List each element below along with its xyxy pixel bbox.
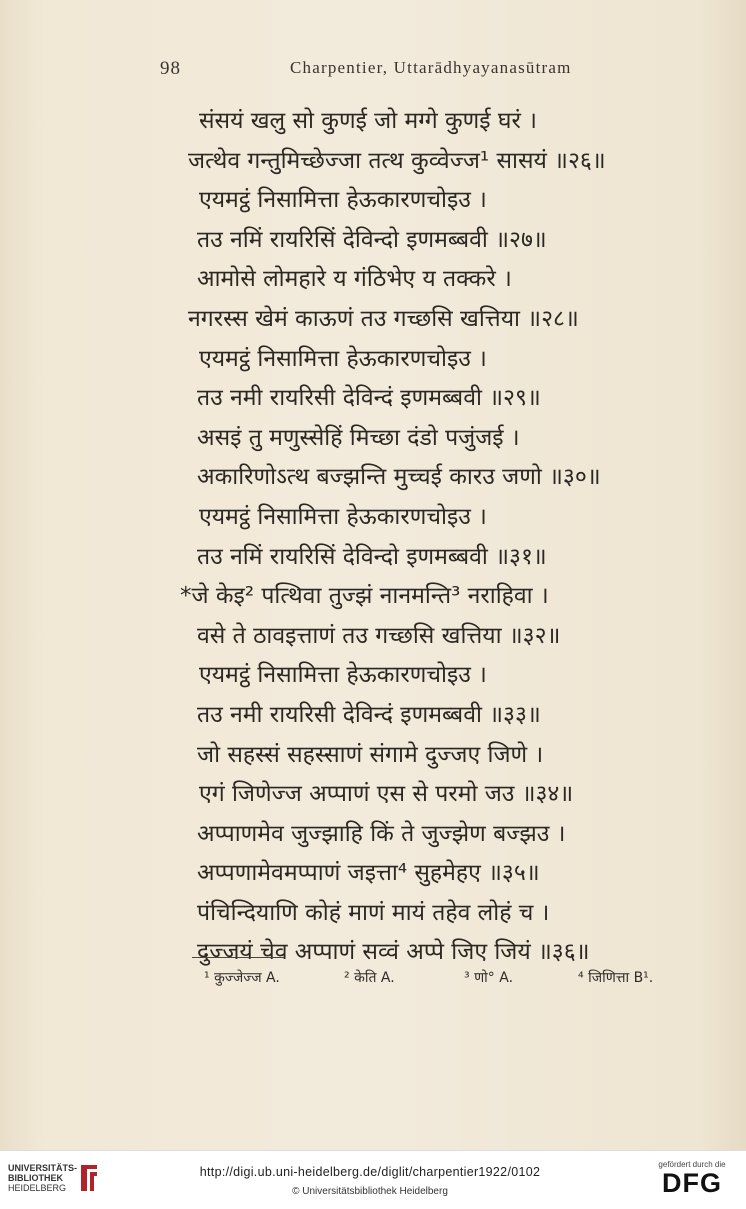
verse-line: तउ नमिं रायरिसिं देविन्दो इणमब्बवी ॥३१॥	[197, 543, 547, 570]
verse-line: जत्थेव गन्तुमिच्छेज्जा तत्थ कुव्वेज्ज¹ सासयं ॥२६॥	[188, 147, 606, 174]
verse-block	[180, 102, 680, 973]
verse-line: जो सहस्सं सहस्साणं संगामे दुज्जए जिणे ।	[197, 741, 544, 768]
verse-line: अप्पणामेवमप्पाणं जइत्ता⁴ सुहमेहए ॥३५॥	[197, 860, 540, 887]
footnote: ² केति A.	[344, 970, 395, 986]
library-name-line: UNIVERSITÄTS-	[8, 1163, 78, 1173]
permalink-url[interactable]: http://digi.ub.uni-heidelberg.de/diglit/charpentier1922/0102	[199, 1165, 541, 1179]
page-number: 98	[160, 58, 181, 79]
verse-line: एयमट्ठं निसामित्ता हेऊकारणचोइउ ।	[199, 503, 487, 530]
funder-caption: gefördert durch die	[658, 1160, 726, 1169]
verse-line: नगरस्स खेमं काऊणं तउ गच्छसि खत्तिया ॥२८॥	[188, 305, 579, 332]
copyright-notice: © Universitätsbibliothek Heidelberg	[292, 1186, 448, 1197]
footnote-divider	[192, 957, 284, 958]
page-header	[0, 58, 746, 82]
running-title: Charpentier, Uttarādhyayanasūtram	[290, 58, 572, 77]
verse-line: दुज्जयं चेव अप्पाणं सव्वं अप्पे जिए जियं ॥३६॥	[197, 939, 590, 966]
footnote: ⁴ जिणित्ता B¹.	[578, 970, 654, 986]
viewer-footer	[0, 1150, 746, 1209]
library-name-line: BIBLIOTHEK	[8, 1173, 63, 1183]
verse-line: एयमट्ठं निसामित्ता हेऊकारणचोइउ ।	[199, 662, 487, 689]
verse-line: तउ नमी रायरिसी देविन्दं इणमब्बवी ॥३३॥	[197, 701, 541, 728]
verse-line: अप्पाणमेव जुज्झाहि किं ते जुज्झेण बज्झउ ।	[197, 820, 566, 847]
footnote: ³ णो° A.	[464, 970, 514, 986]
funder-logo[interactable]	[648, 1160, 736, 1197]
verse-line: एयमट्ठं निसामित्ता हेऊकारणचोइउ ।	[199, 187, 487, 214]
verse-line: अकारिणोऽत्थ बज्झन्ति मुच्चई कारउ जणो ॥३०॥	[197, 464, 601, 491]
verse-line: संसयं खलु सो कुणई जो मग्गे कुणई घरं ।	[199, 108, 537, 134]
verse-line: असइं तु मणुस्सेहिं मिच्छा दंडो पजुंजई ।	[197, 424, 520, 451]
verse-line: आमोसे लोमहारे य गंठिभेए य तक्करे ।	[197, 266, 512, 293]
verse-line: पंचिन्दियाणि कोहं माणं मायं तहेव लोहं च ।	[197, 899, 550, 926]
footnotes	[204, 968, 724, 992]
library-name-line: HEIDELBERG	[8, 1183, 67, 1193]
verse-line: *जे केइ² पत्थिवा तुज्झं नानमन्ति³ नराहिवा ।	[180, 583, 549, 610]
verse-line: तउ नमिं रायरिसिं देविन्दो इणमब्बवी ॥२७॥	[197, 226, 547, 253]
library-emblem-icon	[78, 1161, 100, 1195]
verse-line: वसे ते ठावइत्ताणं तउ गच्छसि खत्तिया ॥३२॥	[197, 622, 561, 649]
verse-line: एगं जिणेज्ज अप्पाणं एस से परमो जउ ॥३४॥	[199, 781, 574, 808]
footnote: ¹ कुज्जेज्ज A.	[204, 970, 280, 986]
funder-name: DFG	[662, 1168, 722, 1198]
verse-line: तउ नमी रायरिसी देविन्दं इणमब्बवी ॥२९॥	[197, 385, 541, 412]
verse-line: एयमट्ठं निसामित्ता हेऊकारणचोइउ ।	[199, 345, 487, 372]
